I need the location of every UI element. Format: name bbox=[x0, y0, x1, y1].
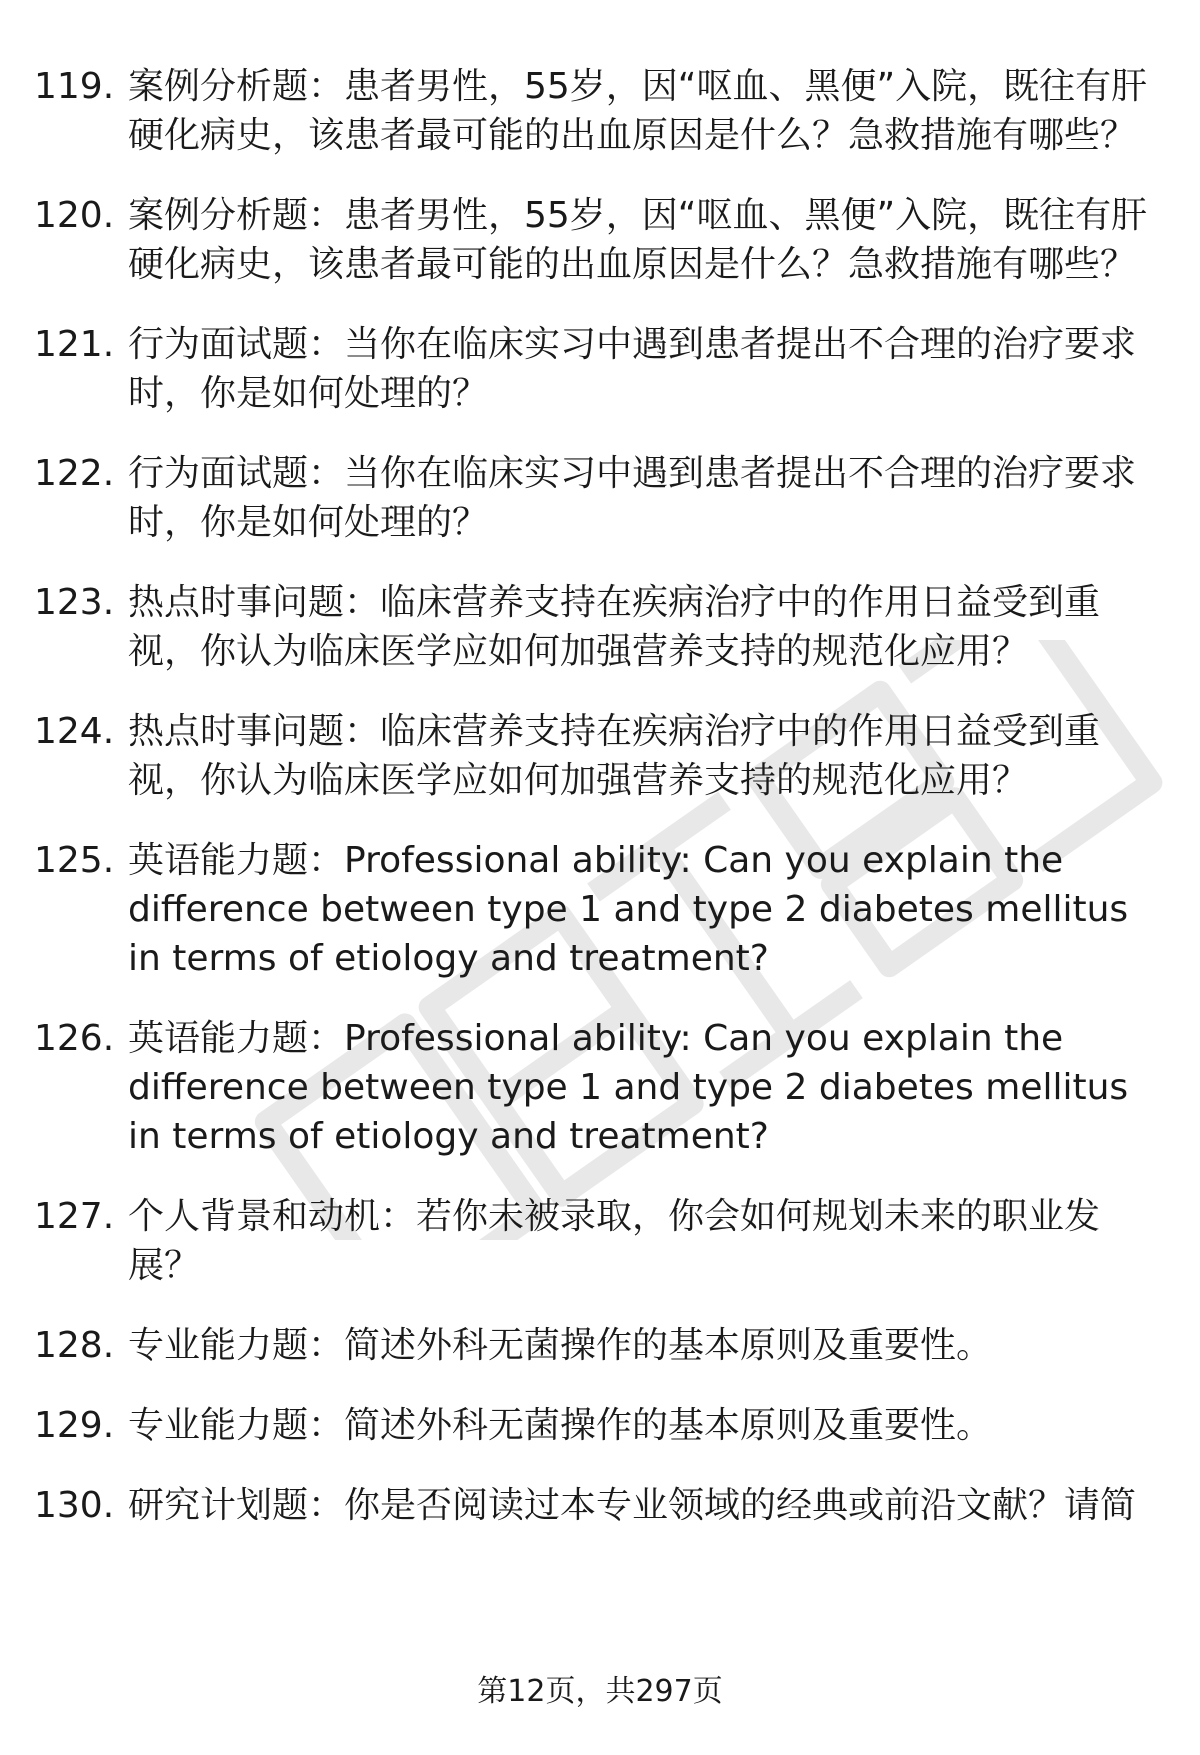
question-item bbox=[34, 1321, 1170, 1370]
question-number: 122. bbox=[34, 453, 115, 494]
question-item bbox=[34, 707, 1170, 805]
question-number: 121. bbox=[34, 324, 115, 365]
question-text: 案例分析题：患者男性，55岁，因“呕血、黑便”入院，既往有肝硬化病史，该患者最可能的出血原因是什么？急救措施有哪些？ bbox=[128, 195, 1148, 285]
question-number: 128. bbox=[34, 1325, 115, 1366]
question-text: 英语能力题：Professional ability: Can you explain the difference between type 1 and type 2 diabetes mellitus in terms of etiology and treatment? bbox=[128, 1018, 1129, 1157]
question-item bbox=[34, 1014, 1170, 1161]
question-number: 130. bbox=[34, 1485, 115, 1526]
question-item bbox=[34, 191, 1170, 289]
question-item bbox=[34, 1401, 1170, 1450]
question-text: 英语能力题：Professional ability: Can you explain the difference between type 1 and type 2 diabetes mellitus in terms of etiology and treatment? bbox=[128, 840, 1129, 979]
question-number: 123. bbox=[34, 582, 115, 623]
question-number: 126. bbox=[34, 1018, 115, 1059]
question-text: 行为面试题：当你在临床实习中遇到患者提出不合理的治疗要求时，你是如何处理的？ bbox=[128, 453, 1137, 543]
question-text: 热点时事问题：临床营养支持在疾病治疗中的作用日益受到重视，你认为临床医学应如何加强营养支持的规范化应用？ bbox=[128, 711, 1101, 801]
page-indicator: 第12页，共297页 bbox=[477, 1674, 723, 1709]
question-item bbox=[34, 1481, 1170, 1530]
question-item bbox=[34, 62, 1170, 160]
question-text: 热点时事问题：临床营养支持在疾病治疗中的作用日益受到重视，你认为临床医学应如何加强营养支持的规范化应用？ bbox=[128, 582, 1101, 672]
question-number: 120. bbox=[34, 195, 115, 236]
question-number: 119. bbox=[34, 66, 115, 107]
question-list bbox=[34, 62, 1170, 1561]
question-item bbox=[34, 578, 1170, 676]
question-text: 专业能力题：简述外科无菌操作的基本原则及重要性。 bbox=[128, 1325, 993, 1366]
question-text: 专业能力题：简述外科无菌操作的基本原则及重要性。 bbox=[128, 1405, 993, 1446]
question-item bbox=[34, 320, 1170, 418]
question-item bbox=[34, 836, 1170, 983]
question-item bbox=[34, 449, 1170, 547]
question-text: 案例分析题：患者男性，55岁，因“呕血、黑便”入院，既往有肝硬化病史，该患者最可能的出血原因是什么？急救措施有哪些？ bbox=[128, 66, 1148, 156]
question-number: 127. bbox=[34, 1196, 115, 1237]
question-number: 125. bbox=[34, 840, 115, 881]
question-text: 研究计划题：你是否阅读过本专业领域的经典或前沿文献？请简 bbox=[128, 1485, 1137, 1526]
question-item bbox=[34, 1192, 1170, 1290]
question-number: 129. bbox=[34, 1405, 115, 1446]
question-text: 个人背景和动机：若你未被录取，你会如何规划未来的职业发展？ bbox=[128, 1196, 1101, 1286]
question-number: 124. bbox=[34, 711, 115, 752]
question-text: 行为面试题：当你在临床实习中遇到患者提出不合理的治疗要求时，你是如何处理的？ bbox=[128, 324, 1137, 414]
